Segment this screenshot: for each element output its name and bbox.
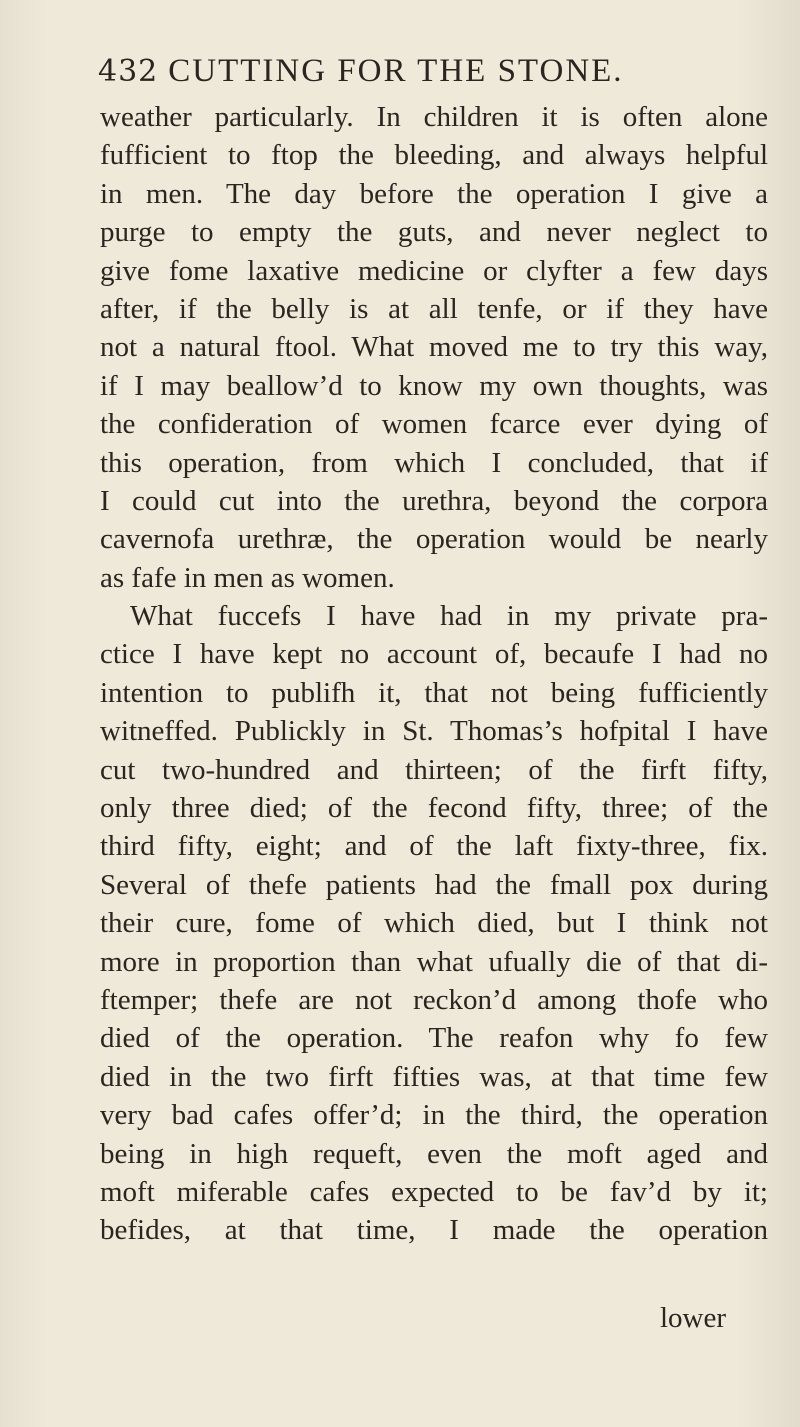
text-line: if I may beallow’d to know my own thoughts, was [100, 369, 768, 402]
text-line: their cure, fome of which died, but I think not [100, 907, 768, 940]
text-line: befides, at that time, I made the operation [100, 1214, 768, 1247]
text-line: third fifty, eight; and of the laft fixty-three, fix. [100, 830, 768, 863]
text-line: not a natural ftool. What moved me to try this way, [100, 331, 768, 364]
text-line: very bad cafes offer’d; in the third, the operation [100, 1099, 768, 1132]
text-line: the confideration of women fcarce ever dying of [100, 408, 768, 441]
text-line: died in the two firft fifties was, at that time few [100, 1060, 768, 1093]
text-line: only three died; of the fecond fifty, three; of the [100, 792, 768, 825]
page-header [98, 46, 718, 96]
text-line: give fome laxative medicine or clyfter a few days [100, 254, 768, 287]
text-line: as fafe in men as women. [100, 561, 395, 594]
text-line: this operation, from which I concluded, that if [100, 446, 768, 479]
text-line: ftemper; thefe are not reckon’d among thofe who [100, 983, 768, 1016]
text-line: moft miferable cafes expected to be fav’d by it; [100, 1175, 768, 1208]
text-line: intention to publifh it, that not being fufficiently [100, 676, 768, 709]
text-line: What fuccefs I have had in my private pra- [130, 600, 768, 633]
text-line: weather particularly. In children it is often alone [100, 101, 768, 133]
text-line: fufficient to ftop the bleeding, and always helpful [100, 139, 768, 172]
text-line: after, if the belly is at all tenfe, or if they have [100, 292, 768, 325]
text-line: more in proportion than what ufually die of that di- [100, 945, 768, 978]
text-line: in men. The day before the operation I give a [100, 177, 768, 210]
text-line: I could cut into the urethra, beyond the corpora [100, 484, 768, 517]
text-line: cut two-hundred and thirteen; of the firft fifty, [100, 753, 768, 786]
text-line: Several of thefe patients had the fmall pox during [100, 868, 768, 901]
text-line: cavernofa urethræ, the operation would be nearly [100, 523, 768, 556]
body-text [100, 98, 768, 1250]
catchword: lower [660, 1302, 727, 1334]
text-line: died of the operation. The reafon why fo few [100, 1022, 768, 1055]
page-number: 432 [98, 53, 159, 89]
running-head: CUTTING FOR THE STONE. [168, 52, 624, 89]
text-line: purge to empty the guts, and never neglect to [100, 216, 768, 249]
text-line: witneffed. Publickly in St. Thomas’s hofpital I have [100, 715, 768, 748]
text-line: being in high requeft, even the moft aged and [100, 1137, 768, 1170]
text-line: ctice I have kept no account of, becaufe I had no [100, 638, 768, 671]
